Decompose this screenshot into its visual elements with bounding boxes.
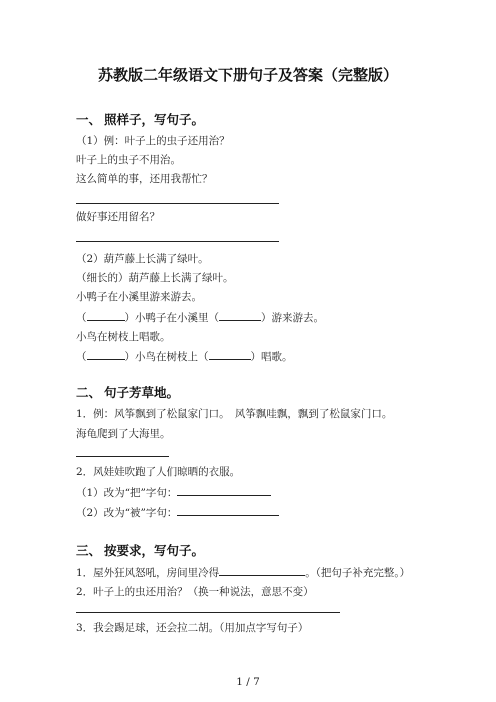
page-number: 1 / 7 — [236, 676, 260, 688]
s3-line-2: 2．叶子上的虫还用治？（换一种说法，意思不变） — [76, 586, 314, 598]
blank-bei-sentence[interactable] — [177, 505, 279, 516]
s3-line-1: 1．屋外狂风怒吼，房间里冷得 。（把句子补充完整。） — [76, 567, 411, 579]
blank-ba-sentence[interactable] — [177, 485, 271, 496]
s1-line-7: 小鸭子在小溪里游来游去。 — [76, 291, 202, 303]
s2-line-4: （1）改为“把”字句： — [76, 485, 271, 500]
s1-fill-2: （ ）小鸟在树枝上（ ）唱歌。 — [76, 351, 293, 363]
section-2-heading — [76, 383, 179, 401]
blank-1b[interactable] — [219, 310, 261, 321]
blank-1a[interactable] — [87, 310, 125, 321]
section-2-title: 句子芳草地。 — [104, 385, 180, 400]
s1-line-1: （1）例：叶子上的虫子还用治？ — [76, 135, 230, 147]
section-1-heading — [76, 110, 204, 128]
s1-line-8: 小鸟在树枝上唱歌。 — [76, 331, 171, 343]
section-1-title: 照样子，写句子。 — [104, 112, 205, 127]
s1-line-3: 这么简单的事，还用我帮忙？ — [76, 173, 213, 185]
blank-2b[interactable] — [209, 349, 251, 360]
s2-line-5: （2）改为“被”字句： — [76, 505, 279, 520]
s1-line-4: 做好事还用留名？ — [76, 211, 160, 223]
s3-line-3: 3．我会踢足球，还会拉二胡。（用加点字写句子） — [76, 622, 309, 634]
section-3-title: 按要求，写句子。 — [104, 543, 205, 558]
blank-2a[interactable] — [87, 349, 125, 360]
answer-line-3[interactable] — [76, 456, 169, 457]
answer-line-1[interactable] — [76, 203, 279, 204]
section-3-number: 三、 — [76, 543, 102, 558]
s1-fill-1: （ ）小鸭子在小溪里（ ）游来游去。 — [76, 312, 324, 324]
section-3-heading — [76, 541, 204, 559]
s1-line-5: （2）葫芦藤上长满了绿叶。 — [76, 253, 209, 265]
answer-line-4[interactable] — [76, 612, 340, 613]
s2-line-2: 海龟爬到了大海里。 — [76, 428, 171, 440]
s2-line-1: 1．例：风筝飘到了松鼠家门口。 风筝飘哇飘，飘到了松鼠家门口。 — [76, 408, 393, 420]
answer-line-2[interactable] — [76, 241, 279, 242]
s1-line-6: （细长的）葫芦藤上长满了绿叶。 — [76, 272, 234, 284]
section-2-number: 二、 — [76, 385, 102, 400]
s1-line-2: 叶子上的虫子不用治。 — [76, 154, 181, 166]
blank-complete-sentence[interactable] — [219, 565, 305, 576]
section-1-number: 一、 — [76, 112, 102, 127]
s2-line-3: 2．风娃娃吹跑了人们晾晒的衣服。 — [76, 466, 241, 478]
document-title: 苏教版二年级语文下册句子及答案（完整版） — [97, 66, 398, 84]
